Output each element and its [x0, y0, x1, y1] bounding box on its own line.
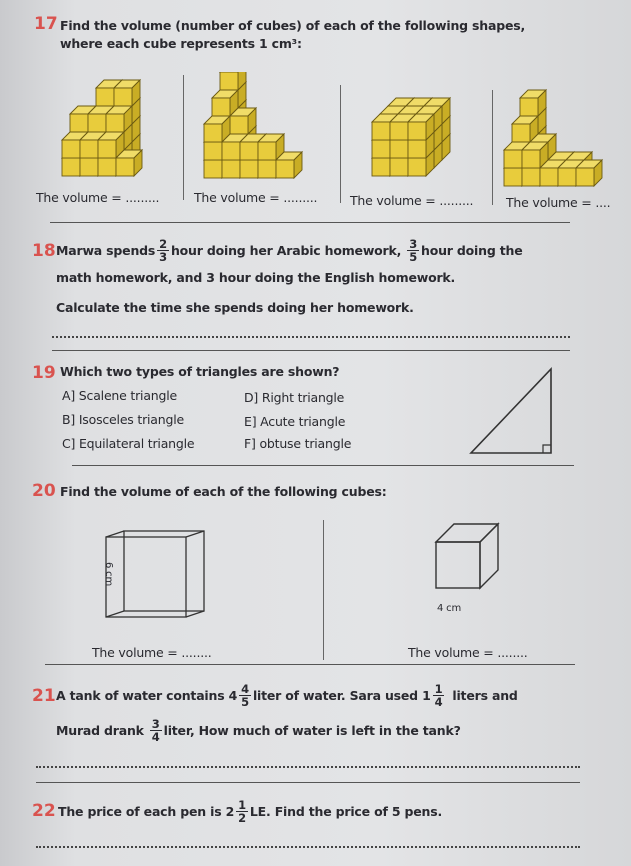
- q21-text-a: A tank of water contains 4: [56, 687, 238, 703]
- question-22-line1: [58, 799, 442, 824]
- cube-shape-3: [368, 90, 458, 180]
- question-18-number: 18: [32, 241, 56, 261]
- unit-cube: [230, 108, 256, 134]
- fraction-denominator: 5: [409, 250, 417, 264]
- question-21-number: 21: [32, 686, 56, 706]
- question-20-number: 20: [32, 481, 56, 501]
- separator: [72, 465, 574, 466]
- question-17-line1: Find the volume (number of cubes) of each of the following shapes,: [60, 18, 526, 33]
- separator: [45, 664, 575, 665]
- fraction-numerator: 2: [159, 237, 167, 251]
- fraction-3-5: [407, 238, 419, 263]
- volume-label-3: The volume = .........: [350, 193, 474, 208]
- fraction-numerator: 1: [434, 682, 443, 696]
- option-e[interactable]: E] Acute triangle: [244, 414, 346, 429]
- fraction-numerator: 3: [409, 237, 417, 251]
- fraction-1-2: [236, 799, 248, 824]
- cube-shape-4: [500, 80, 615, 190]
- divider: [323, 520, 324, 660]
- option-c[interactable]: C] Equilateral triangle: [62, 436, 195, 451]
- volume-label-1: The volume = .........: [36, 190, 160, 205]
- cube-2-volume-label: The volume = ........: [408, 645, 528, 660]
- cube-figure-1: [100, 525, 210, 625]
- fraction-2-3: [157, 238, 169, 263]
- cube-1-side-label: 6 cm: [102, 562, 114, 586]
- cube-2-side-label: 4 cm: [437, 603, 461, 614]
- fraction-denominator: 2: [238, 811, 246, 825]
- question-18-line2: math homework, and 3 hour doing the English homework.: [56, 270, 456, 285]
- fraction-numerator: 4: [241, 682, 249, 696]
- separator: [36, 782, 580, 783]
- question-19-number: 19: [32, 363, 56, 383]
- question-18-line3: Calculate the time she spends doing her homework.: [56, 300, 414, 315]
- fraction-denominator: 4: [434, 695, 443, 709]
- volume-label-4: The volume = ....: [506, 195, 611, 210]
- fraction-3-4: [150, 718, 162, 743]
- q18-text-c: hour doing the: [421, 242, 523, 258]
- volume-label-2: The volume = .........: [194, 190, 318, 205]
- question-20-text: Find the volume of each of the following cubes:: [60, 484, 387, 499]
- answer-line[interactable]: [36, 766, 580, 768]
- q21-text-c: liters and: [452, 687, 518, 703]
- q18-text-a: Marwa spends: [56, 242, 156, 258]
- q21-text-b: liter of water. Sara used 1: [252, 687, 431, 703]
- cube-shape-1: [58, 70, 158, 180]
- question-21-line1: [56, 683, 518, 708]
- divider: [492, 90, 493, 205]
- fraction-numerator: 3: [151, 717, 160, 731]
- fraction-denominator: 3: [159, 250, 167, 264]
- option-f[interactable]: F] obtuse triangle: [244, 436, 352, 451]
- unit-cube: [106, 106, 132, 132]
- unit-cube: [576, 160, 602, 186]
- divider: [183, 75, 184, 200]
- question-17-number: 17: [34, 14, 58, 34]
- unit-cube: [114, 80, 140, 106]
- separator: [52, 350, 570, 351]
- cube-figure-2: [432, 520, 507, 598]
- fraction-numerator: 1: [238, 798, 246, 812]
- q18-text-b: hour doing her Arabic homework,: [170, 242, 402, 258]
- q22-text-a: The price of each pen is 2: [58, 803, 235, 819]
- right-triangle-figure: [465, 365, 560, 460]
- fraction-1-4: [433, 683, 445, 708]
- unit-cube: [520, 90, 546, 116]
- question-22-number: 22: [32, 801, 56, 821]
- question-19-text: Which two types of triangles are shown?: [60, 364, 340, 379]
- option-b[interactable]: B] Isosceles triangle: [62, 412, 184, 427]
- fraction-denominator: 5: [241, 695, 249, 709]
- option-d[interactable]: D] Right triangle: [244, 390, 345, 405]
- q22-text-b: LE. Find the price of 5 pens.: [249, 803, 443, 819]
- question-17-line2: where each cube represents 1 cm³:: [60, 36, 302, 51]
- separator: [50, 222, 570, 223]
- unit-cube: [276, 152, 302, 178]
- fraction-denominator: 4: [151, 730, 160, 744]
- option-a[interactable]: A] Scalene triangle: [62, 388, 178, 403]
- cube-1-volume-label: The volume = ........: [92, 645, 212, 660]
- unit-cube: [408, 114, 434, 140]
- answer-line[interactable]: [36, 846, 580, 848]
- question-18-line1: [56, 238, 522, 263]
- unit-cube: [116, 150, 142, 176]
- q21-text-e: liter, How much of water is left in the tank?: [163, 722, 461, 738]
- question-21-line2: [56, 718, 461, 743]
- q21-text-d: Murad drank: [56, 722, 144, 738]
- divider: [340, 85, 341, 203]
- answer-line[interactable]: [52, 336, 570, 338]
- fraction-4-5: [239, 683, 251, 708]
- cube-shape-2: [200, 72, 320, 182]
